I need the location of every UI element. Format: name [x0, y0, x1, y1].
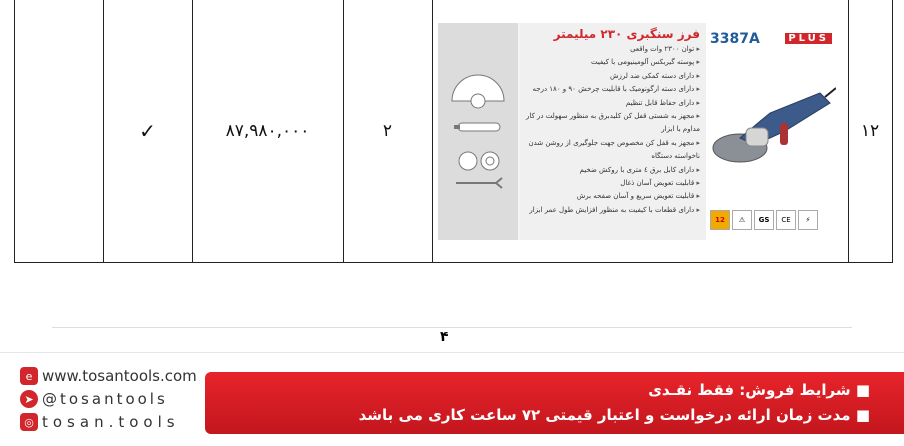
gs-badge: GS [754, 210, 774, 230]
product-photo-panel [706, 23, 838, 240]
page-divider [52, 327, 852, 328]
product-image-card [438, 23, 838, 240]
price-cell: ۸۷,۹۸۰,۰۰۰ [225, 121, 310, 141]
feature-item: ▸ دارای حفاظ قابل تنظیم [524, 97, 700, 110]
feature-item: ▸ قابلیت تعویض سریع و آسان صفحه برش [524, 190, 700, 203]
feature-item: ▸ مجهز به قفل کن مخصوص جهت جلوگیری از روشن شدن ناخواسته دستگاه [524, 137, 700, 164]
telegram-link[interactable] [20, 390, 168, 408]
feature-item: ▸ دارای قطعات با کیفیت به منظور افزایش طول عمر ابزار [524, 204, 700, 217]
table-border [432, 0, 433, 263]
certification-badges [710, 210, 818, 230]
warranty-badge: 12 [710, 210, 730, 230]
instagram-icon: ◎ [20, 413, 38, 431]
ce-badge: CE [776, 210, 796, 230]
telegram-text: @tosantools [42, 390, 168, 408]
product-title: فرز سنگبری ۲۳۰ میلیمتر [553, 27, 700, 41]
model-number: 3387A [710, 31, 760, 47]
website-text: www.tosantools.com [42, 367, 197, 385]
brand-badge: PLUS [785, 33, 832, 44]
feature-item: ▸ دارای دسته ارگونومیک با قابلیت چرخش ۹۰ و ۱۸۰ درجه [524, 83, 700, 96]
feature-item: ▸ دارای کابل برق ٤ متری با روکش ضخیم [524, 164, 700, 177]
telegram-icon: ➤ [20, 390, 38, 408]
accessories-panel [438, 23, 518, 240]
row-index: ۱۲ [860, 121, 880, 141]
validity-term: ■ مدت زمان ارائه درخواست و اعتبار قیمتی ۷۲ ساعت کاری می باشد [205, 403, 870, 428]
instagram-link[interactable] [20, 413, 180, 431]
website-link[interactable] [20, 367, 197, 385]
feature-item: ▸ پوسته گیربکس آلومینیومی با کیفیت [524, 56, 700, 69]
feature-item: ▸ مجهز به شستی قفل کن کلیدبرق به منظور سهولت در کار مداوم با ابزار [524, 110, 700, 137]
page-number: ۴ [440, 329, 449, 345]
table-border [14, 0, 15, 263]
sales-terms-banner [205, 372, 904, 434]
payment-term: ■ شرایط فروش: فقط نقـدی [205, 378, 870, 403]
electrical-badge: ⚡ [798, 210, 818, 230]
accessories-icon [438, 23, 518, 240]
table-border [892, 0, 893, 263]
footer-divider [0, 352, 904, 353]
table-border [14, 262, 893, 263]
feature-item: ▸ دارای دسته کمکی ضد لرزش [524, 70, 700, 83]
quantity-cell: ۲ [382, 121, 393, 141]
web-icon: e [20, 367, 38, 385]
availability-check: ✓ [139, 119, 156, 143]
product-description [520, 23, 706, 240]
feature-item: ▸ توان ۲۳۰۰ وات واقعی [524, 43, 700, 56]
feature-item: ▸ قابلیت تعویض آسان ذغال [524, 177, 700, 190]
instagram-text: tosan.tools [42, 413, 180, 431]
safety-badge: ⚠ [732, 210, 752, 230]
angle-grinder-icon [710, 73, 836, 173]
